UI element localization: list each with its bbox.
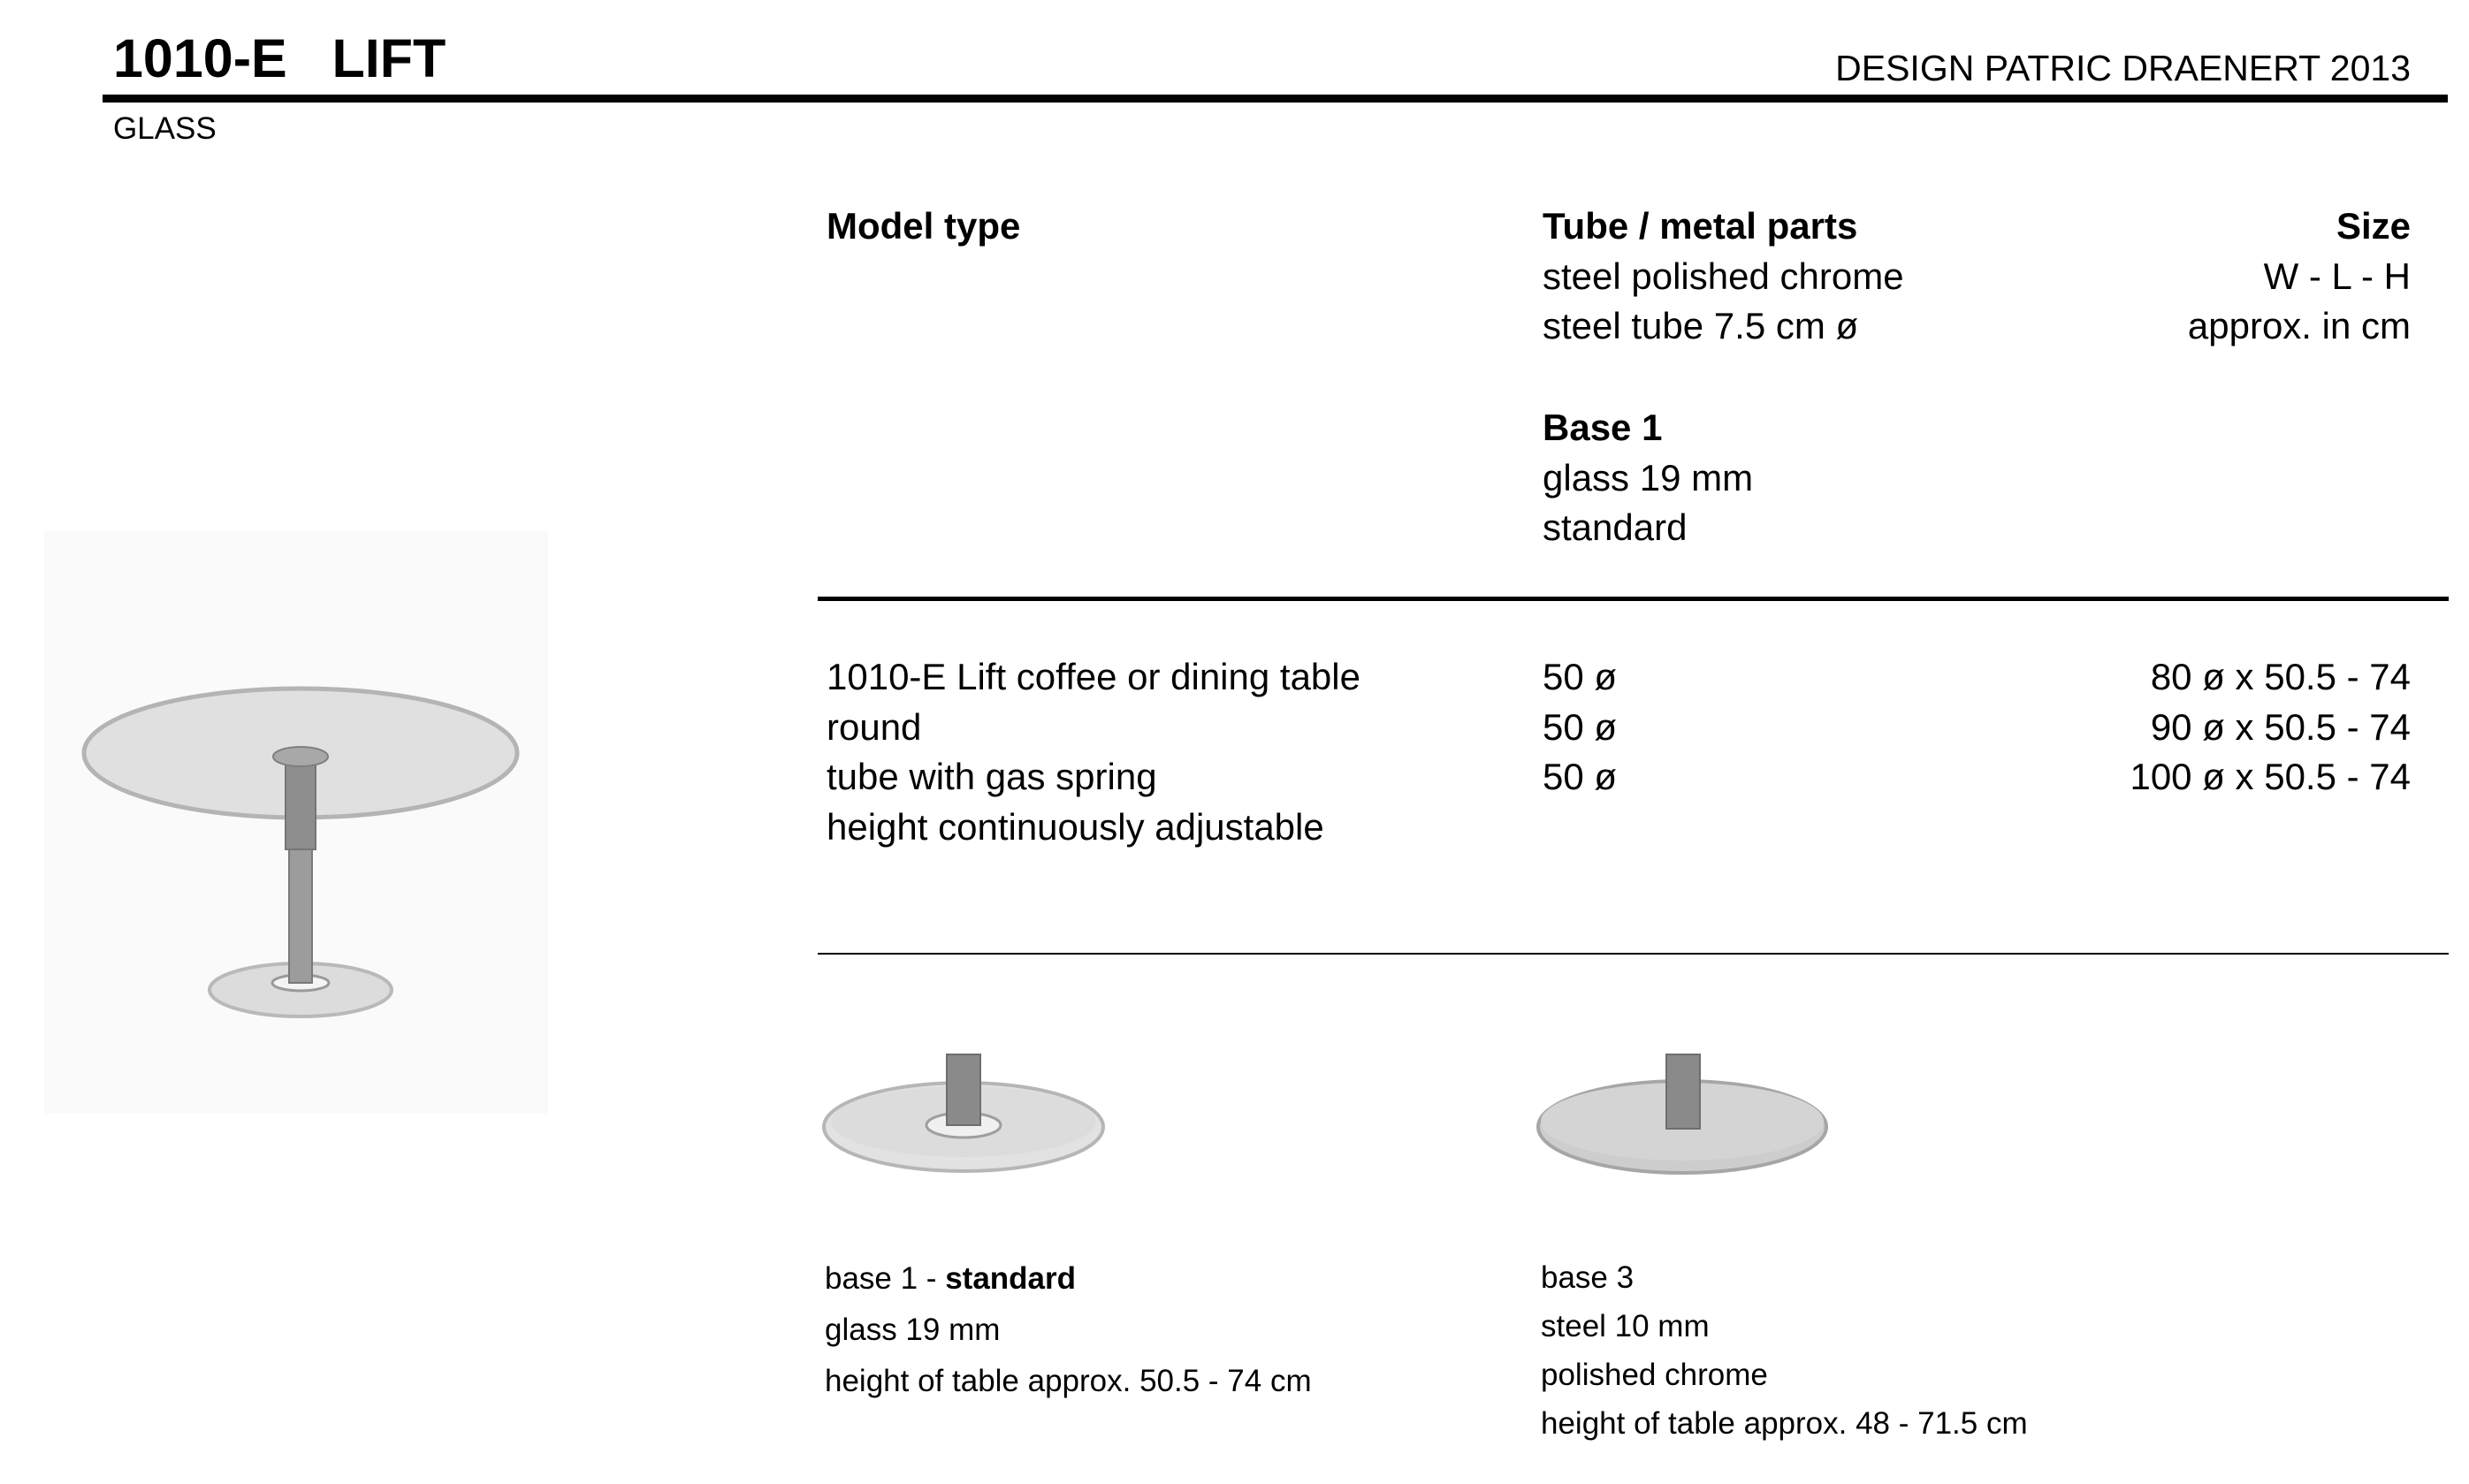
model-description-line: tube with gas spring — [827, 756, 1157, 797]
size-value: 90 ø x 50.5 - 74 — [2150, 705, 2411, 748]
tube-value: 50 ø — [1543, 656, 1618, 697]
product-title: 1010-E LIFT — [113, 28, 446, 88]
model-description-line: round — [827, 705, 922, 748]
base-1-name — [825, 1253, 1312, 1305]
base-3-caption — [1541, 1253, 2028, 1448]
steel-base-illustration — [1534, 1047, 1834, 1198]
tube-value: 50 ø — [1543, 705, 1618, 748]
model-description-line: height continuously adjustable — [827, 805, 1324, 848]
tube-line: steel tube 7.5 cm ø — [1543, 305, 1859, 346]
size-value: 100 ø x 50.5 - 74 — [2130, 756, 2411, 797]
base-1-standard-label: standard — [945, 1261, 1077, 1296]
spec-header-rule — [818, 597, 2449, 601]
section-rule — [818, 953, 2449, 955]
table-illustration — [44, 530, 548, 1114]
model-sizes — [2130, 652, 2411, 803]
size-line: W - L - H — [2263, 255, 2411, 297]
base-1-name-prefix: base 1 - — [825, 1261, 946, 1296]
size-line: approx. in cm — [2187, 305, 2411, 346]
tube-column-header — [1543, 202, 1904, 352]
model-tube-values — [1543, 652, 1617, 803]
glass-base-illustration — [818, 1047, 1109, 1189]
header-rule — [103, 95, 2448, 103]
tube-value: 50 ø — [1543, 756, 1618, 797]
base-3-name: base 3 — [1541, 1260, 1635, 1295]
model-description-line: 1010-E Lift coffee or dining table — [827, 656, 1360, 697]
size-heading: Size — [2336, 205, 2411, 247]
tube-line: steel polished chrome — [1543, 255, 1904, 297]
base-column-header — [1543, 403, 1753, 553]
tube-heading: Tube / metal parts — [1543, 205, 1858, 247]
base-3-line: polished chrome — [1541, 1358, 1768, 1392]
base-heading: Base 1 — [1543, 407, 1663, 448]
base-1-line: height of table approx. 50.5 - 74 cm — [825, 1364, 1312, 1398]
material-subtitle: GLASS — [113, 111, 217, 146]
base-line: standard — [1543, 506, 1688, 548]
size-column-header — [2188, 202, 2411, 352]
base-1-line: glass 19 mm — [825, 1313, 1001, 1347]
base-3-line: height of table approx. 48 - 71.5 cm — [1541, 1406, 2028, 1441]
model-type-heading: Model type — [827, 205, 1021, 247]
model-description — [827, 652, 1360, 852]
base-3-line: steel 10 mm — [1541, 1309, 1710, 1343]
base-line: glass 19 mm — [1543, 456, 1754, 498]
size-value: 80 ø x 50.5 - 74 — [2150, 656, 2411, 697]
designer-credit: DESIGN PATRIC DRAENERT 2013 — [1835, 48, 2411, 88]
base-1-caption — [825, 1253, 1312, 1407]
